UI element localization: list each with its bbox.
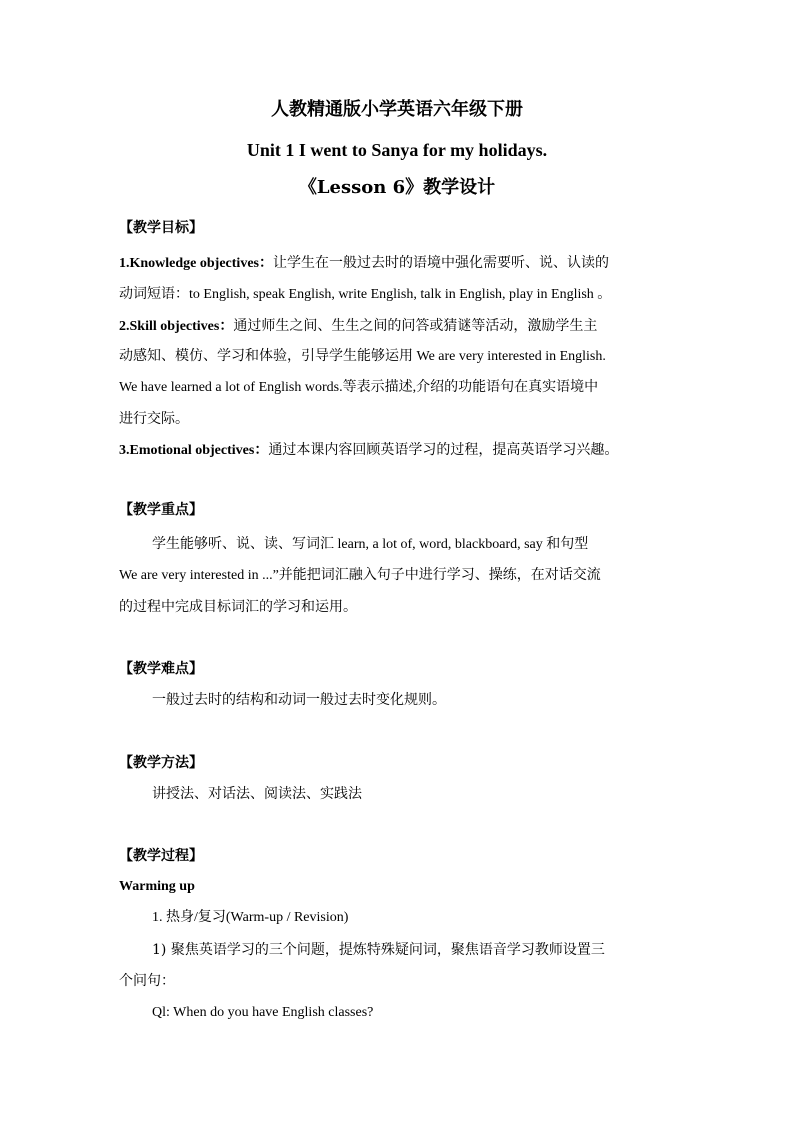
knowledge-label: 1.Knowledge objectives：: [119, 256, 273, 271]
process-step-1: 1. 热身/复习(Warm-up / Revision): [152, 910, 349, 925]
process-step-1-1-line-1: 1) 聚焦英语学习的三个问题，提炼特殊疑问词，聚焦语音学习教师设置三: [152, 942, 605, 958]
knowledge-text-1: 让学生在一般过去时的语境中强化需要听、说、认读的: [272, 255, 609, 271]
key-points-line-2: We are very interested in ...”并能把词汇融入句子中进行学习、操练，在对话交流: [119, 568, 601, 583]
emotional-label: 3.Emotional objectives：: [119, 443, 269, 458]
skill-label: 2.Skill objectives：: [119, 319, 234, 334]
title-lesson: 《Lesson 6》教学设计: [298, 177, 496, 198]
title-chinese: 人教精通版小学英语六年级下册: [271, 99, 523, 120]
skill-line-1: [119, 316, 597, 337]
warming-up-label: Warming up: [119, 879, 195, 894]
knowledge-line-2: 动词短语：to English, speak English, write English, talk in English, play in English 。: [119, 287, 612, 302]
heading-difficulties: 【教学难点】: [119, 661, 203, 677]
process-step-1-1-line-2: 个问句：: [119, 973, 175, 989]
knowledge-line-1: [119, 253, 609, 274]
skill-line-3: We have learned a lot of English words.等表示描述,介绍的功能语句在真实语境中: [119, 380, 599, 395]
skill-line-4: 进行交际。: [119, 411, 189, 427]
skill-text-1: 通过师生之间、生生之间的问答或猜谜等活动，激励学生主: [233, 318, 598, 334]
emotional-text: 通过本课内容回顾英语学习的过程，提高英语学习兴趣。: [268, 442, 619, 458]
difficulties-text: 一般过去时的结构和动词一般过去时变化规则。: [152, 692, 446, 708]
heading-methods: 【教学方法】: [119, 755, 203, 771]
methods-text: 讲授法、对话法、阅读法、实践法: [152, 786, 362, 802]
emotional-line: [119, 440, 618, 461]
key-points-line-1: 学生能够听、说、读、写词汇 learn, a lot of, word, blackboard, say 和句型: [152, 537, 589, 552]
heading-objectives: 【教学目标】: [119, 220, 203, 236]
key-points-line-3: 的过程中完成目标词汇的学习和运用。: [119, 599, 357, 615]
heading-process: 【教学过程】: [119, 848, 203, 864]
question-1: Ql: When do you have English classes?: [152, 1005, 374, 1020]
skill-line-2: 动感知、模仿、学习和体验，引导学生能够运用 We are very interested in English.: [119, 349, 606, 364]
title-unit: Unit 1 I went to Sanya for my holidays.: [246, 140, 548, 160]
heading-key-points: 【教学重点】: [119, 502, 203, 518]
